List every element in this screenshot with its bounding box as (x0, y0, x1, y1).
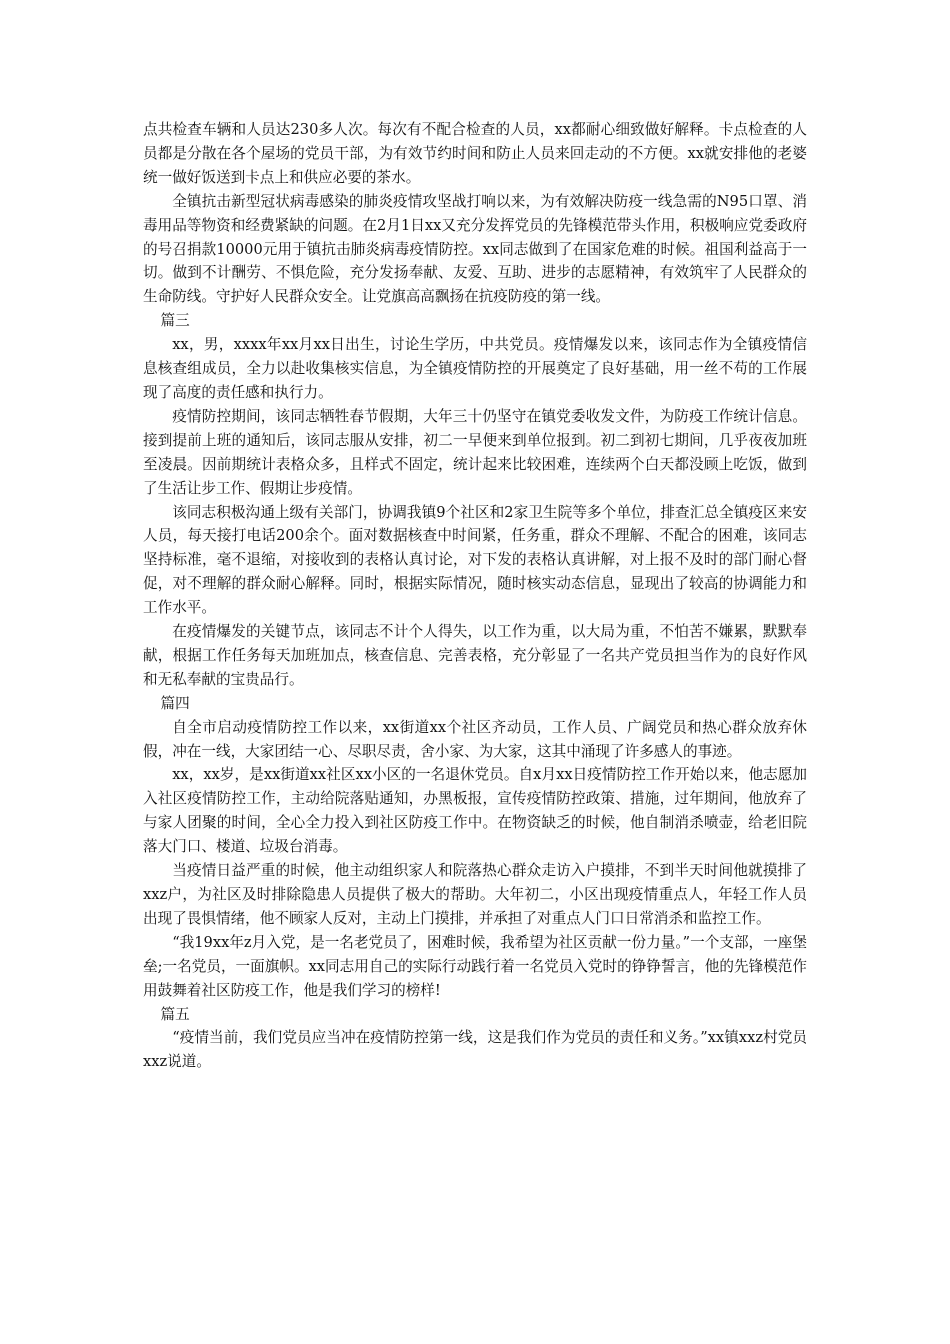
paragraph: xx，xx岁，是xx街道xx社区xx小区的一名退休党员。自x月xx日疫情防控工作开始以来，他志愿加入社区疫情防控工作，主动给院落贴通知，办黑板报，宣传疫情防控政策、措施，过年期间，他放弃了与家人团聚的时间，全心全力投入到社区防疫工作中。在物资缺乏的时候，他自制消杀喷壶，给老旧院落大门口、楼道、垃圾台消毒。 (143, 766, 807, 856)
section-heading: 篇五 (160, 1005, 190, 1023)
paragraph: xx，男，xxxx年xx月xx日出生，讨论生学历，中共党员。疫情爆发以来，该同志作为全镇疫情信息核查组成员，全力以赴收集核实信息，为全镇疫情防控的开展奠定了良好基础，用一丝不苟的工作展现了高度的责任感和执行力。 (143, 336, 807, 401)
section-heading: 篇三 (160, 312, 190, 330)
paragraph: 点共检查车辆和人员达230多人次。每次有不配合检查的人员，xx都耐心细致做好解释。卡点检查的人员都是分散在各个屋场的党员干部，为有效节约时间和防止人员来回走动的不方便。xx就安排他的老婆统一做好饭送到卡点上和供应必要的茶水。 (143, 121, 807, 186)
paragraph: 疫情防控期间，该同志牺牲春节假期，大年三十仍坚守在镇党委收发文件，为防疫工作统计信息。接到提前上班的通知后，该同志服从安排，初二一早便来到单位报到。初二到初七期间，几乎夜夜加班至凌晨。因前期统计表格众多，且样式不固定，统计起来比较困难，连续两个白天都没顾上吃饭，做到了生活让步工作、假期让步疫情。 (143, 407, 807, 497)
paragraph: 自全市启动疫情防控工作以来，xx街道xx个社区齐动员，工作人员、广阔党员和热心群众放弃休假，冲在一线，大家团结一心、尽职尽责，舍小家、为大家，这其中涌现了许多感人的事迹。 (143, 718, 807, 760)
paragraph: 当疫情日益严重的时候，他主动组织家人和院落热心群众走访入户摸排，不到半天时间他就摸排了xxz户，为社区及时排除隐患人员提供了极大的帮助。大年初二，小区出现疫情重点人，年轻工作人员出现了畏惧情绪，他不顾家人反对，主动上门摸排，并承担了对重点人门口日常消杀和监控工作。 (143, 862, 807, 927)
paragraph: 全镇抗击新型冠状病毒感染的肺炎疫情攻坚战打响以来，为有效解决防疫一线急需的N95口罩、消毒用品等物资和经费紧缺的问题。在2月1日xx又充分发挥党员的先锋模范带头作用，积极响应党委政府的号召捐款10000元用于镇抗击肺炎病毒疫情防控。xx同志做到了在国家危难的时候。祖国利益高于一切。做到不计酬劳、不惧危险，充分发扬奉献、友爱、互助、进步的志愿精神，有效筑牢了人民群众的生命防线。守护好人民群众安全。让党旗高高飘扬在抗疫防疫的第一线。 (143, 192, 807, 306)
section-heading: 篇四 (160, 694, 190, 712)
paragraph: 在疫情爆发的关键节点，该同志不计个人得失，以工作为重，以大局为重，不怕苦不嫌累，默默奉献，根据工作任务每天加班加点，核查信息、完善表格，充分彰显了一名共产党员担当作为的良好作风和无私奉献的宝贵品行。 (143, 623, 807, 688)
paragraph: “我19xx年z月入党，是一名老党员了，困难时候，我希望为社区贡献一份力量。”一个支部，一座堡垒;一名党员，一面旗帜。xx同志用自己的实际行动践行着一名党员入党时的铮铮誓言，他的先锋模范作用鼓舞着社区防疫工作，他是我们学习的榜样! (143, 933, 807, 999)
paragraph: 该同志积极沟通上级有关部门，协调我镇9个社区和2家卫生院等多个单位，排查汇总全镇疫区来安人员，每天接打电话200余个。面对数据核查中时间紧，任务重，群众不理解、不配合的困难，该同志坚持标准，毫不退缩，对接收到的表格认真讨论，对下发的表格认真讲解，对上报不及时的部门耐心督促，对不理解的群众耐心解释。同时，根据实际情况，随时核实动态信息，显现出了较高的协调能力和工作水平。 (143, 503, 807, 617)
paragraph: “疫情当前，我们党员应当冲在疫情防控第一线，这是我们作为党员的责任和义务。”xx镇xxz村党员xxz说道。 (143, 1029, 807, 1071)
document-body (143, 118, 807, 1074)
